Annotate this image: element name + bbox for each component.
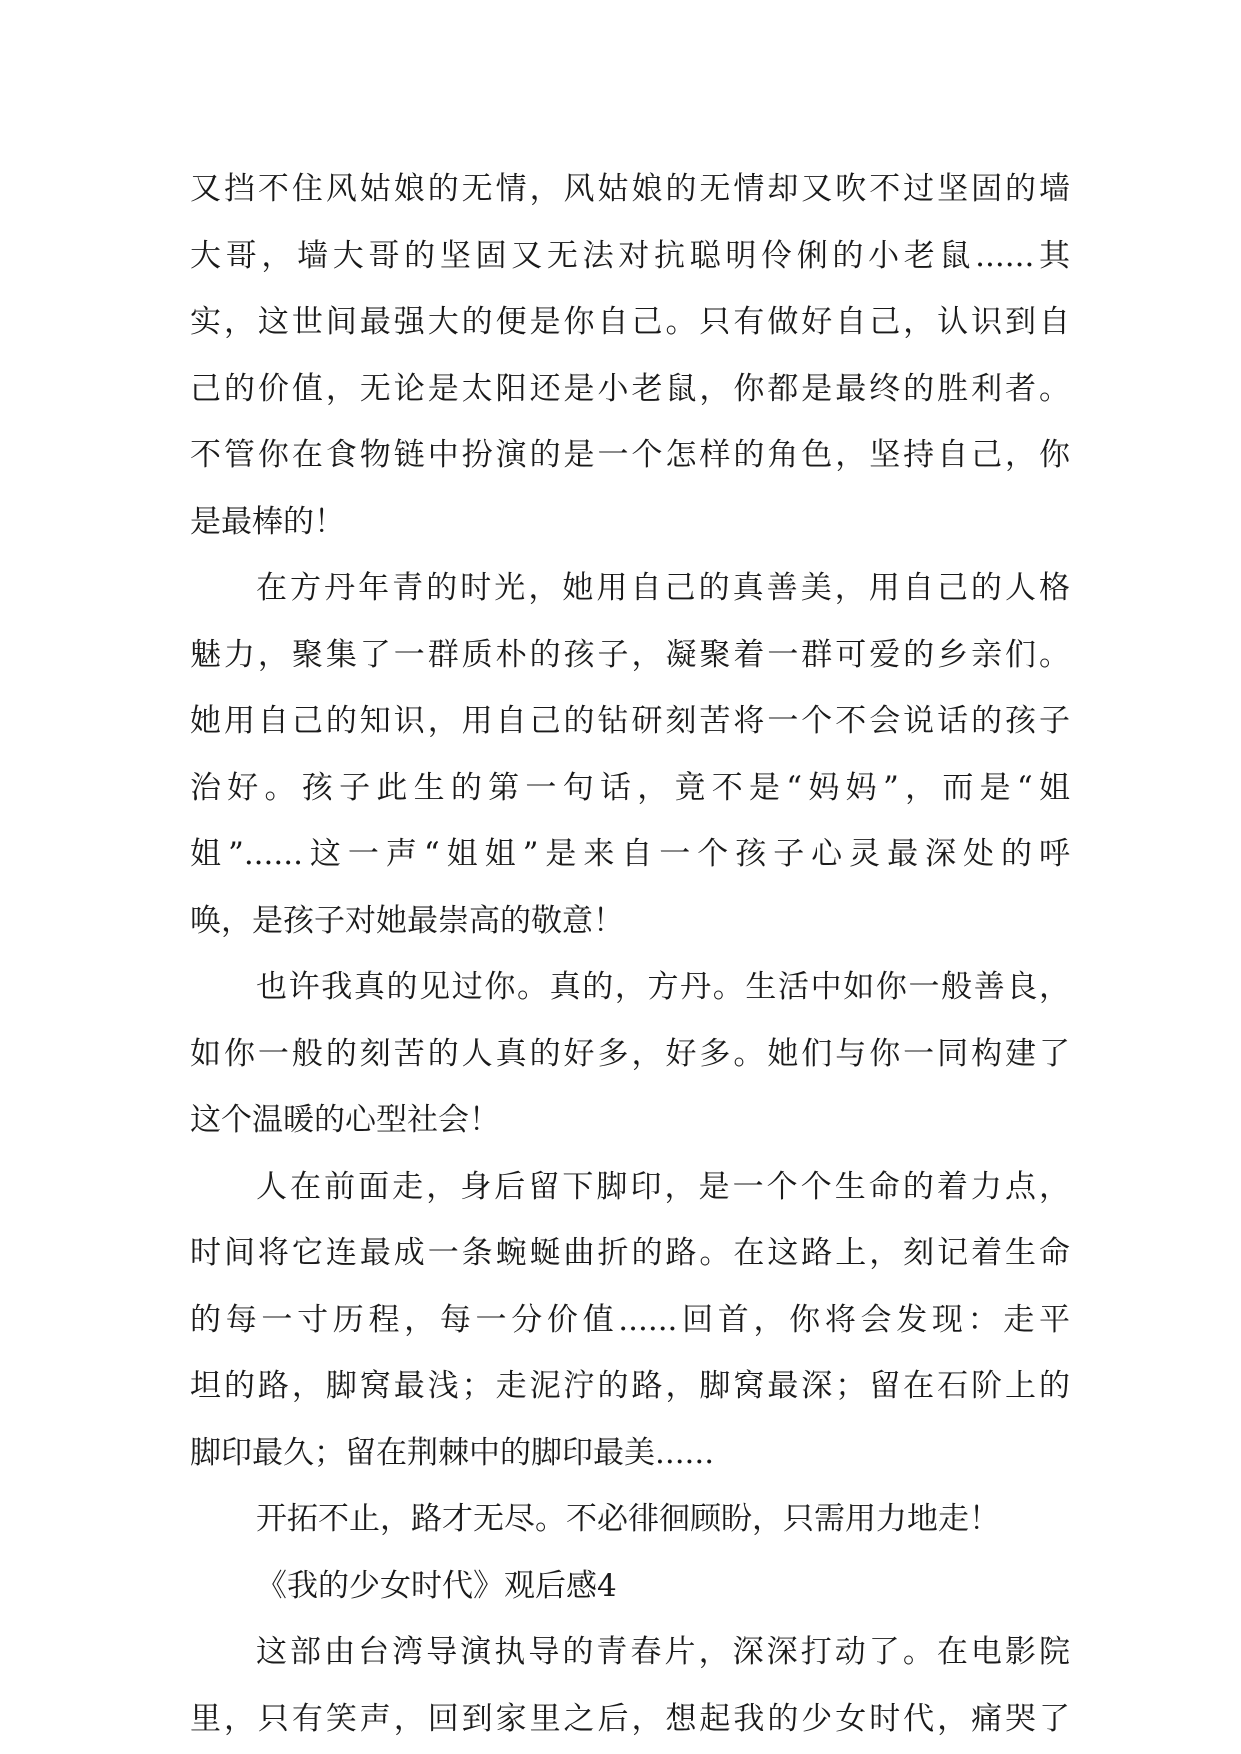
paragraph-first-line: 这部由台湾导演执导的青春片，深深打动了。在电影院 xyxy=(256,1634,1070,1670)
text-line: 如你一般的刻苦的人真的好多，好多。她们与你一同构建了 xyxy=(190,1035,1070,1072)
text-line: 治好。孩子此生的第一句话，竟不是“妈妈”，而是“姐 xyxy=(190,769,1070,806)
text-line: 里，只有笑声，回到家里之后，想起我的少女时代，痛哭了 xyxy=(190,1700,1070,1737)
text-line: 又挡不住风姑娘的无情，风姑娘的无情却又吹不过坚固的墙 xyxy=(190,171,1070,207)
text-line: 唤，是孩子对她最崇高的敬意！ xyxy=(190,902,624,939)
text-line: 这个温暖的心型社会！ xyxy=(190,1102,500,1138)
paragraph-first-line: 在方丹年青的时光，她用自己的真善美，用自己的人格 xyxy=(256,570,1070,606)
text-line: 己的价值，无论是太阳还是小老鼠，你都是最终的胜利者。 xyxy=(190,370,1070,407)
text-line: 坦的路，脚窝最浅；走泥泞的路，脚窝最深；留在石阶上的 xyxy=(190,1368,1070,1404)
text-line: 时间将它连最成一条蜿蜒曲折的路。在这路上，刻记着生命 xyxy=(190,1235,1070,1271)
paragraph-first-line: 也许我真的见过你。真的，方丹。生活中如你一般善良， xyxy=(256,969,1070,1005)
document-body xyxy=(190,156,1070,1752)
text-line: 魅力，聚集了一群质朴的孩子，凝聚着一群可爱的乡亲们。 xyxy=(190,636,1070,673)
text-line: 大哥，墙大哥的坚固又无法对抗聪明伶俐的小老鼠......其 xyxy=(190,237,1070,274)
text-line: 她用自己的知识，用自己的钻研刻苦将一个不会说话的孩子 xyxy=(190,703,1070,739)
text-line: 姐”......这一声“姐姐”是来自一个孩子心灵最深处的呼 xyxy=(190,836,1070,872)
text-line: 的每一寸历程，每一分价值......回首，你将会发现：走平 xyxy=(190,1301,1070,1338)
text-line: 不管你在食物链中扮演的是一个怎样的角色，坚持自己，你 xyxy=(190,437,1070,473)
paragraph-first-line: 人在前面走，身后留下脚印，是一个个生命的着力点， xyxy=(256,1168,1070,1205)
text-line: 是最棒的！ xyxy=(190,503,345,540)
text-line: 实，这世间最强大的便是你自己。只有做好自己，认识到自 xyxy=(190,304,1070,340)
paragraph-first-line: 开拓不止，路才无尽。不必徘徊顾盼，只需用力地走！ xyxy=(256,1501,1000,1537)
text-line: 脚印最久；留在荆棘中的脚印最美...... xyxy=(190,1434,715,1471)
section-heading: 《我的少女时代》观后感4 xyxy=(256,1567,617,1604)
